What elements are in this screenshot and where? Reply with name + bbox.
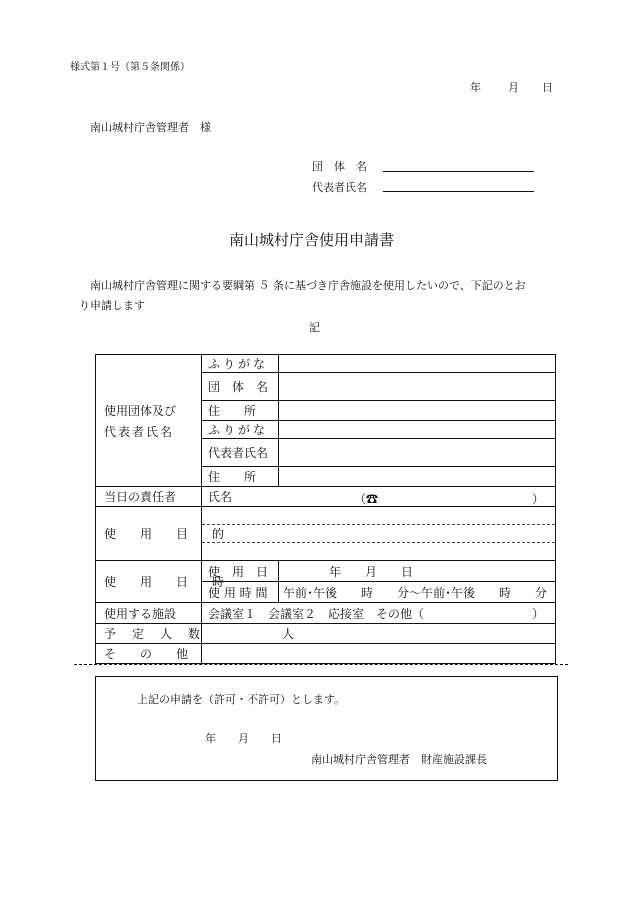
group-address-field[interactable] [279, 401, 556, 421]
datetime-label: 使 用 日 時 [96, 561, 202, 603]
people-label: 予 定 人 数 [96, 624, 202, 644]
facility-label: 使用する施設 [96, 603, 202, 624]
approval-signer: 南山城村庁舎管理者 財産施設課長 [311, 753, 487, 766]
rep-name-label: 代表者氏名 [202, 439, 279, 467]
purpose-field[interactable] [202, 507, 556, 561]
use-time-field[interactable]: 午前･午後 時 分～午前･午後 時 分 [279, 582, 556, 603]
cut-line [74, 664, 568, 665]
group-name-label: 団 体 名 [202, 373, 279, 401]
other-label: そ の 他 [96, 644, 202, 664]
furigana-group-label: ふりがな [202, 355, 279, 373]
use-time-label: 使 用 時 間 [202, 582, 279, 603]
section-user-label-1: 使用団体及び [104, 403, 177, 418]
purpose-line-3[interactable] [202, 543, 555, 560]
approval-box [95, 676, 558, 781]
form-number: 様式第１号（第５条関係） [70, 62, 190, 73]
rep-address-label: 住 所 [202, 467, 279, 487]
other-field[interactable] [202, 644, 556, 664]
ki-label: 記 [309, 321, 320, 334]
facility-options[interactable]: 会議室１ 会議室２ 応接室 その他（ ） [202, 603, 556, 624]
approval-text: 上記の申請を（許可・不許可）とします。 [137, 693, 346, 706]
approval-date: 年 月 日 [205, 732, 282, 745]
phone-open: （☎ [354, 492, 379, 506]
use-date-label: 使 用 日 [202, 561, 279, 582]
responsible-name-label: 氏名 [208, 490, 233, 504]
people-field[interactable]: 人 [202, 624, 556, 644]
date-month-label: 月 [508, 81, 519, 94]
rep-name-field[interactable] [279, 439, 556, 467]
purpose-line-1[interactable] [202, 507, 555, 525]
group-address-label: 住 所 [202, 401, 279, 421]
body-text-line1: 南山城村庁舎管理に関する要綱第 ５ 条に基づき庁舎施設を使用したいので、下記のとお [90, 279, 526, 292]
applicant-rep-label: 代表者氏名 [312, 181, 367, 194]
applicant-group-line[interactable] [383, 171, 534, 172]
use-date-field[interactable]: 年 月 日 [279, 561, 556, 582]
body-text-line2: り申請します [79, 299, 145, 312]
applicant-group-label: 団 体 名 [312, 160, 367, 173]
section-user-label-2: 代表者氏名 [104, 424, 175, 439]
responsible-field[interactable] [202, 487, 556, 507]
applicant-rep-line[interactable] [383, 191, 534, 192]
responsible-label: 当日の責任者 [96, 487, 202, 507]
section-user-cell [96, 355, 202, 487]
purpose-label: 使 用 目 的 [96, 507, 202, 561]
furigana-rep-label: ふりがな [202, 421, 279, 439]
phone-close: ） [532, 492, 545, 506]
purpose-line-2[interactable] [202, 525, 555, 543]
addressee: 南山城村庁舎管理者 様 [90, 121, 211, 134]
group-name-field[interactable] [279, 373, 556, 401]
document-title: 南山城村庁舎使用申請書 [229, 231, 395, 249]
furigana-rep-field[interactable] [279, 421, 556, 439]
furigana-group-field[interactable] [279, 355, 556, 373]
rep-address-field[interactable] [279, 467, 556, 487]
date-day-label: 日 [542, 81, 553, 94]
application-table [95, 354, 556, 664]
date-year-label: 年 [470, 81, 481, 94]
